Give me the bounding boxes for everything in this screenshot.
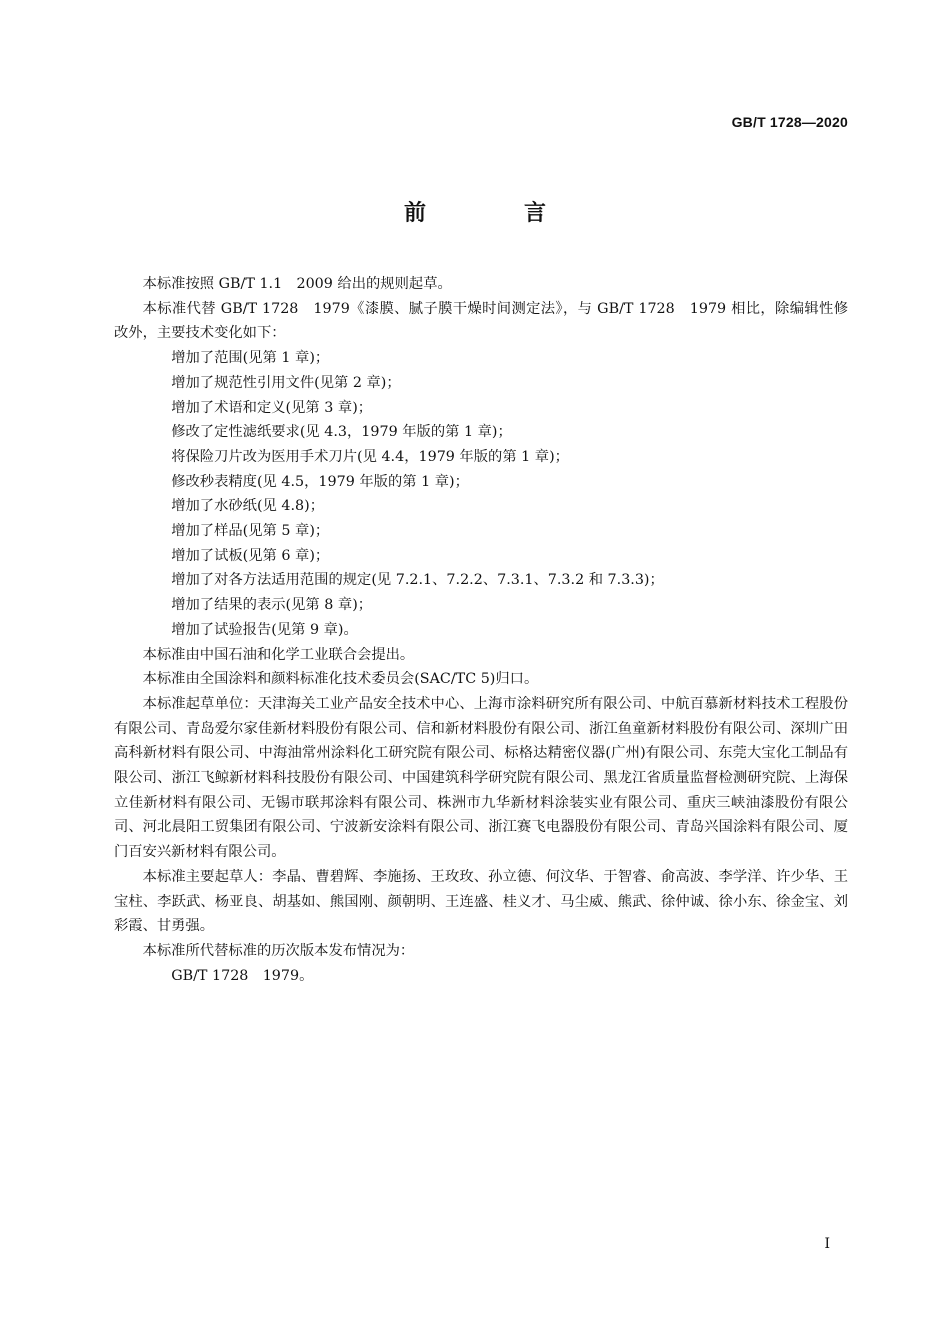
change-item: 增加了规范性引用文件(见第 2 章)； [171,374,401,391]
change-item: 增加了范围(见第 1 章)； [171,350,330,367]
paragraph-proposed-by: 本标准由中国石油和化学工业联合会提出。 [142,646,415,663]
change-item: 增加了水砂纸(见 4.8)； [171,498,324,515]
change-item: 修改了定性滤纸要求(见 4.3，1979 年版的第 1 章)； [171,424,512,441]
paragraph-drafting-units: 本标准起草单位：天津海关工业产品安全技术中心、上海市涂料研究所有限公司、中航百慕新材料技术工程股份有限公司、青岛爱尔家佳新材料股份有限公司、信和新材料股份有限公司、浙江鱼童新材料股份有限公司、深圳广田高科新材料有限公司、中海油常州涂料化工研究院有限公司、标格达精密仪器(广州)有限公司、东莞大宝化工制品有限公司、浙江飞鲸新材料科技股份有限公司、中国建筑科学研究院有限公司、黑龙江省质量监督检测研究院、上海保立佳新材料有限公司、无锡市联邦涂料有限公司、株洲市九华新材料涂装实业有限公司、重庆三峡油漆股份有限公司、河北晨阳工贸集团有限公司、宁波新安涂料有限公司、浙江赛飞电器股份有限公司、青岛兴国涂料有限公司、厦门百安兴新材料有限公司。 [114,695,848,861]
change-item: 增加了试板(见第 6 章)； [171,547,330,564]
page-title: 前 言 [403,201,584,226]
change-item: 增加了对各方法适用范围的规定(见 7.2.1、7.2.2、7.3.1、7.3.2 和 7.3.3)； [171,572,664,589]
foreword-body [114,272,848,988]
paragraph-history: 本标准所代替标准的历次版本发布情况为： [142,942,415,959]
document-code: GB/T 1728—2020 [731,114,848,130]
paragraph-drafting-rules: 本标准按照 GB/T 1.1 2009 给出的规则起草。 [142,276,452,292]
change-item: 修改秒表精度(见 4.5，1979 年版的第 1 章)； [171,473,469,490]
paragraph-administered-by: 本标准由全国涂料和颜料标准化技术委员会(SAC/TC 5)归口。 [142,671,539,688]
history-item: GB/T 1728 1979。 [171,967,314,984]
page-number: I [824,1236,830,1252]
change-item: 增加了术语和定义(见第 3 章)； [171,399,373,416]
paragraph-drafters: 本标准主要起草人：李晶、曹碧辉、李施扬、王玫玫、孙立德、何汶华、于智睿、俞高波、李学洋、许少华、王宝柱、李跃武、杨亚良、胡基如、熊国刚、颜朝明、王连盛、桂义才、马尘威、熊武、徐仲诚、徐小东、徐金宝、刘彩霞、甘勇强。 [114,868,848,935]
change-item: 将保险刀片改为医用手术刀片(见 4.4，1979 年版的第 1 章)； [171,448,569,465]
change-item: 增加了样品(见第 5 章)； [171,523,330,540]
change-item: 增加了结果的表示(见第 8 章)； [171,597,373,614]
changes-list [114,346,848,642]
change-item: 增加了试验报告(见第 9 章)。 [171,621,358,638]
paragraph-replacement: 本标准代替 GB/T 1728 1979《漆膜、腻子膜干燥时间测定法》，与 GB/T 1728 1979 相比，除编辑性修改外，主要技术变化如下： [114,300,848,342]
